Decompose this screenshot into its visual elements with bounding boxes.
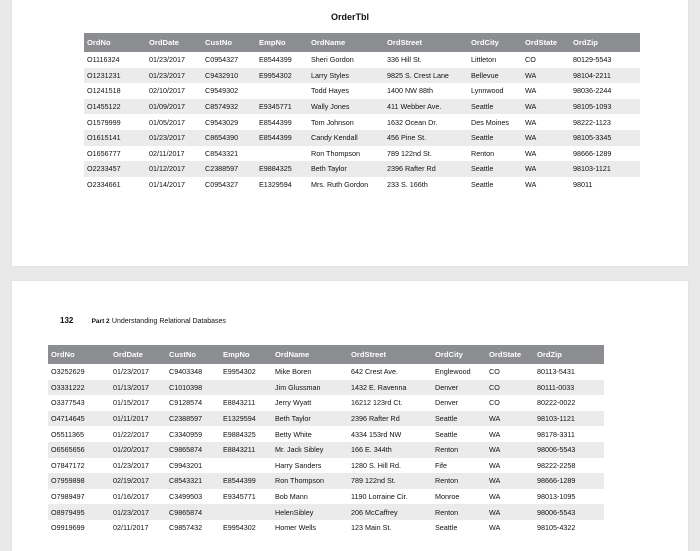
cell-empno: E9954302 bbox=[223, 367, 256, 377]
table-row bbox=[48, 364, 604, 380]
cell-ordno: O1231231 bbox=[84, 68, 146, 84]
cell-empno: E9345771 bbox=[223, 492, 256, 502]
cell-custno: C9128574 bbox=[169, 398, 203, 408]
column-header-ordzip: OrdZip bbox=[570, 33, 640, 52]
cell-empno: E9954302 bbox=[256, 68, 308, 84]
cell-ordcity: Seattle bbox=[468, 130, 522, 146]
table-row bbox=[84, 130, 640, 146]
cell-ordname: Tom Johnson bbox=[311, 117, 354, 127]
cell-ordstate: WA bbox=[489, 429, 501, 439]
section-title: Understanding Relational Databases bbox=[111, 318, 226, 325]
cell-custno: C0954327 bbox=[205, 180, 239, 190]
cell-ordcity: Lynnwood bbox=[471, 86, 504, 96]
column-header-ordname: OrdName bbox=[308, 33, 384, 52]
cell-ordno: O1579999 bbox=[87, 117, 121, 127]
cell-ordname: Jim Glussman bbox=[272, 380, 348, 396]
cell-orddate: 01/16/2017 bbox=[113, 492, 149, 502]
cell-ordno: O1656777 bbox=[87, 148, 121, 158]
column-header-ordstreet: OrdStreet bbox=[384, 33, 468, 52]
cell-ordstreet: 1280 S. Hill Rd. bbox=[351, 460, 401, 470]
cell-ordzip: 98222-1123 bbox=[573, 117, 611, 127]
column-header-custno: CustNo bbox=[202, 33, 256, 52]
cell-ordzip: 98103-1121 bbox=[570, 161, 640, 177]
cell-ordno: O1455122 bbox=[84, 99, 146, 115]
cell-ordno: O3252629 bbox=[51, 367, 85, 377]
cell-ordno: O5511365 bbox=[51, 429, 85, 439]
table-row bbox=[48, 504, 604, 520]
cell-custno: C2388597 bbox=[202, 161, 256, 177]
table-row bbox=[84, 83, 640, 99]
cell-empno: E8544399 bbox=[259, 117, 292, 127]
cell-ordno: O8979495 bbox=[48, 504, 110, 520]
cell-ordstreet: 233 S. 166th bbox=[387, 180, 428, 190]
cell-ordstate: WA bbox=[486, 504, 534, 520]
cell-ordcity: Renton bbox=[432, 504, 486, 520]
page-header bbox=[60, 316, 226, 325]
cell-ordstreet: 166 E. 344th bbox=[348, 442, 432, 458]
cell-orddate: 01/11/2017 bbox=[110, 411, 166, 427]
cell-ordstate: WA bbox=[525, 180, 537, 190]
cell-ordcity: Seattle bbox=[435, 429, 458, 439]
cell-ordzip: 98105-4322 bbox=[537, 523, 576, 533]
cell-empno: E9954302 bbox=[223, 523, 256, 533]
cell-ordstreet: 1632 Ocean Dr. bbox=[387, 117, 438, 127]
cell-orddate: 01/22/2017 bbox=[113, 429, 149, 439]
column-header-custno: CustNo bbox=[166, 345, 220, 364]
cell-ordname: Beth Taylor bbox=[308, 161, 384, 177]
cell-custno: C9857432 bbox=[169, 523, 203, 533]
cell-orddate: 02/11/2017 bbox=[113, 523, 149, 533]
cell-ordstate: WA bbox=[522, 99, 570, 115]
cell-orddate: 01/23/2017 bbox=[113, 460, 149, 470]
cell-ordstreet: 336 Hill St. bbox=[387, 55, 422, 65]
cell-orddate: 01/23/2017 bbox=[113, 367, 149, 377]
cell-orddate: 02/11/2017 bbox=[149, 148, 185, 158]
table-row bbox=[84, 161, 640, 177]
cell-ordstate: WA bbox=[522, 68, 570, 84]
table-header-row bbox=[84, 33, 640, 52]
table-row bbox=[48, 520, 604, 536]
cell-ordname: Jerry Wyatt bbox=[275, 398, 312, 408]
cell-ordname: Mike Boren bbox=[275, 367, 312, 377]
cell-ordstate: WA bbox=[489, 460, 501, 470]
cell-ordstreet: 1190 Lorraine Cir. bbox=[351, 492, 408, 502]
cell-ordname: Betty White bbox=[275, 429, 312, 439]
cell-ordstreet: 16212 123rd Ct. bbox=[351, 398, 403, 408]
cell-ordzip: 98105-3345 bbox=[570, 130, 640, 146]
cell-ordcity: Monroe bbox=[435, 492, 460, 502]
cell-ordno: O4714645 bbox=[48, 411, 110, 427]
table-row bbox=[48, 458, 604, 474]
cell-ordzip: 98104-2211 bbox=[570, 68, 640, 84]
cell-ordstate: WA bbox=[489, 523, 501, 533]
cell-empno: E8544399 bbox=[259, 55, 292, 65]
table-row bbox=[84, 68, 640, 84]
cell-ordno: O9919699 bbox=[51, 523, 85, 533]
cell-ordname: Wally Jones bbox=[308, 99, 384, 115]
column-header-empno: EmpNo bbox=[256, 33, 308, 52]
cell-ordname: Mrs. Ruth Gordon bbox=[311, 180, 369, 190]
column-header-ordno: OrdNo bbox=[84, 33, 146, 52]
cell-custno: C3340959 bbox=[169, 429, 203, 439]
cell-orddate: 01/13/2017 bbox=[110, 380, 166, 396]
cell-custno: C9543029 bbox=[205, 117, 239, 127]
cell-ordcity: Des Moines bbox=[471, 117, 509, 127]
cell-ordno: O3377543 bbox=[51, 398, 85, 408]
cell-orddate: 01/15/2017 bbox=[113, 398, 149, 408]
cell-orddate: 01/23/2017 bbox=[146, 68, 202, 84]
table-row bbox=[84, 99, 640, 115]
cell-custno: C8574932 bbox=[202, 99, 256, 115]
cell-ordstreet: 1400 NW 88th bbox=[387, 86, 433, 96]
cell-custno: C8543321 bbox=[166, 473, 220, 489]
table-row bbox=[48, 411, 604, 427]
cell-ordno: O1116324 bbox=[87, 55, 120, 65]
cell-ordzip: 98013-1095 bbox=[537, 492, 576, 502]
cell-ordstate: WA bbox=[486, 473, 534, 489]
cell-ordstate: WA bbox=[486, 411, 534, 427]
cell-ordno: O7959898 bbox=[48, 473, 110, 489]
table-row bbox=[48, 489, 604, 505]
cell-ordcity: Littleton bbox=[471, 55, 497, 65]
cell-ordstreet: 206 McCaffrey bbox=[348, 504, 432, 520]
cell-empno bbox=[220, 458, 272, 474]
cell-ordstate: WA bbox=[489, 492, 501, 502]
cell-ordcity: Englewood bbox=[435, 367, 471, 377]
table-row bbox=[48, 426, 604, 442]
cell-ordstate: WA bbox=[486, 442, 534, 458]
column-header-ordcity: OrdCity bbox=[468, 33, 522, 52]
table-row bbox=[84, 52, 640, 68]
cell-ordno: O3331222 bbox=[48, 380, 110, 396]
cell-orddate: 02/19/2017 bbox=[110, 473, 166, 489]
cell-empno bbox=[256, 83, 308, 99]
cell-ordstate: CO bbox=[486, 380, 534, 396]
cell-ordstreet: 789 122nd St. bbox=[387, 148, 432, 158]
table-row bbox=[48, 380, 604, 396]
cell-custno: C1010398 bbox=[166, 380, 220, 396]
cell-ordname: Mr. Jack Sibley bbox=[272, 442, 348, 458]
cell-custno: C9432910 bbox=[202, 68, 256, 84]
cell-custno: C2388597 bbox=[166, 411, 220, 427]
cell-ordstreet: 411 Webber Ave. bbox=[384, 99, 468, 115]
cell-ordstreet: 9825 S. Crest Lane bbox=[384, 68, 468, 84]
cell-ordcity: Seattle bbox=[432, 411, 486, 427]
cell-ordstreet: 642 Crest Ave. bbox=[351, 367, 399, 377]
cell-custno: C3499503 bbox=[169, 492, 203, 502]
cell-ordstreet: 2396 Rafter Rd bbox=[348, 411, 432, 427]
part-label: Part 2 bbox=[91, 318, 110, 325]
cell-ordstreet: 789 122nd St. bbox=[348, 473, 432, 489]
cell-ordstreet: 123 Main St. bbox=[351, 523, 392, 533]
cell-orddate: 01/23/2017 bbox=[149, 55, 185, 65]
cell-ordstate: CO bbox=[489, 367, 500, 377]
cell-orddate: 01/12/2017 bbox=[146, 161, 202, 177]
cell-ordname: Ron Thompson bbox=[272, 473, 348, 489]
order-table-bottom bbox=[48, 345, 604, 536]
cell-ordstate: WA bbox=[525, 86, 537, 96]
cell-ordzip: 98222-2258 bbox=[537, 460, 576, 470]
column-header-ordstate: OrdState bbox=[486, 345, 534, 364]
cell-ordno: O6565656 bbox=[48, 442, 110, 458]
table-title: OrderTbl bbox=[330, 12, 369, 22]
cell-ordname: Todd Hayes bbox=[311, 86, 349, 96]
cell-ordzip: 98105-1093 bbox=[570, 99, 640, 115]
cell-empno bbox=[256, 146, 308, 162]
cell-custno: C8654390 bbox=[202, 130, 256, 146]
cell-ordname: Beth Taylor bbox=[272, 411, 348, 427]
order-table-top bbox=[84, 33, 640, 192]
cell-ordname: Sheri Gordon bbox=[311, 55, 354, 65]
table-row bbox=[84, 146, 640, 162]
cell-orddate: 01/23/2017 bbox=[146, 130, 202, 146]
cell-ordname: Harry Sanders bbox=[275, 460, 322, 470]
cell-ordcity: Denver bbox=[432, 380, 486, 396]
cell-ordzip: 98666-1289 bbox=[534, 473, 604, 489]
cell-ordzip: 80129-5543 bbox=[573, 55, 612, 65]
cell-orddate: 01/09/2017 bbox=[146, 99, 202, 115]
cell-ordstate: WA bbox=[525, 148, 537, 158]
cell-ordno: O7847172 bbox=[51, 460, 85, 470]
column-header-ordstreet: OrdStreet bbox=[348, 345, 432, 364]
cell-orddate: 01/05/2017 bbox=[149, 117, 185, 127]
cell-ordcity: Renton bbox=[471, 148, 495, 158]
column-header-ordstate: OrdState bbox=[522, 33, 570, 52]
cell-custno: C9865874 bbox=[166, 504, 220, 520]
cell-custno: C0954327 bbox=[205, 55, 239, 65]
cell-custno: C9403348 bbox=[169, 367, 203, 377]
cell-ordstate: WA bbox=[522, 161, 570, 177]
cell-custno: C9943201 bbox=[169, 460, 203, 470]
cell-empno: E8843211 bbox=[223, 398, 256, 408]
column-header-ordzip: OrdZip bbox=[534, 345, 604, 364]
cell-ordcity: Bellevue bbox=[468, 68, 522, 84]
column-header-ordno: OrdNo bbox=[48, 345, 110, 364]
cell-orddate: 02/10/2017 bbox=[149, 86, 185, 96]
cell-ordcity: Seattle bbox=[471, 180, 494, 190]
cell-orddate: 01/14/2017 bbox=[149, 180, 185, 190]
cell-ordname: Larry Styles bbox=[308, 68, 384, 84]
cell-ordcity: Seattle bbox=[435, 523, 458, 533]
cell-empno bbox=[220, 504, 272, 520]
table-row bbox=[48, 395, 604, 411]
cell-custno: C8543321 bbox=[205, 148, 239, 158]
cell-ordcity: Renton bbox=[432, 442, 486, 458]
cell-ordname: HelenSibley bbox=[272, 504, 348, 520]
cell-ordstate: WA bbox=[522, 130, 570, 146]
cell-empno: E8544399 bbox=[256, 130, 308, 146]
cell-ordzip: 98103-1121 bbox=[534, 411, 604, 427]
cell-ordzip: 80222-0022 bbox=[537, 398, 576, 408]
cell-empno: E1329594 bbox=[259, 180, 292, 190]
cell-ordzip: 98036-2244 bbox=[573, 86, 612, 96]
cell-custno: C9865874 bbox=[166, 442, 220, 458]
cell-ordno: O1241518 bbox=[87, 86, 121, 96]
cell-ordcity: Seattle bbox=[468, 99, 522, 115]
cell-orddate: 01/23/2017 bbox=[110, 504, 166, 520]
table-row bbox=[48, 442, 604, 458]
cell-ordno: O1615141 bbox=[84, 130, 146, 146]
cell-ordzip: 98178-3311 bbox=[537, 429, 575, 439]
column-header-orddate: OrdDate bbox=[146, 33, 202, 52]
cell-ordno: O2233457 bbox=[84, 161, 146, 177]
cell-ordzip: 80113-5431 bbox=[537, 367, 575, 377]
cell-empno: E8544399 bbox=[220, 473, 272, 489]
cell-ordname: Candy Kendall bbox=[308, 130, 384, 146]
table-row bbox=[84, 177, 640, 193]
cell-ordstreet: 1432 E. Ravenna bbox=[348, 380, 432, 396]
cell-ordstreet: 2396 Rafter Rd bbox=[384, 161, 468, 177]
cell-ordcity: Renton bbox=[432, 473, 486, 489]
cell-empno: E9345771 bbox=[256, 99, 308, 115]
cell-ordcity: Denver bbox=[435, 398, 459, 408]
cell-ordzip: 98666-1289 bbox=[573, 148, 612, 158]
column-header-orddate: OrdDate bbox=[110, 345, 166, 364]
cell-ordname: Homer Wells bbox=[275, 523, 317, 533]
cell-ordzip: 98011 bbox=[573, 180, 593, 190]
cell-ordzip: 98006-5543 bbox=[534, 442, 604, 458]
cell-empno: E9884325 bbox=[223, 429, 256, 439]
cell-ordcity: Fife bbox=[435, 460, 447, 470]
cell-ordno: O7989497 bbox=[51, 492, 85, 502]
cell-ordstreet: 4334 153rd NW bbox=[351, 429, 402, 439]
cell-ordstate: CO bbox=[489, 398, 500, 408]
cell-ordzip: 98006-5543 bbox=[534, 504, 604, 520]
cell-ordname: Bob Mann bbox=[275, 492, 308, 502]
table-row bbox=[84, 114, 640, 130]
cell-ordstreet: 456 Pine St. bbox=[384, 130, 468, 146]
cell-ordzip: 80111-0033 bbox=[534, 380, 604, 396]
page-number: 132 bbox=[60, 316, 74, 325]
cell-ordstate: CO bbox=[525, 55, 536, 65]
cell-empno: E1329594 bbox=[220, 411, 272, 427]
cell-empno: E9884325 bbox=[256, 161, 308, 177]
cell-ordno: O2334661 bbox=[87, 180, 121, 190]
cell-ordcity: Seattle bbox=[468, 161, 522, 177]
cell-ordname: Ron Thompson bbox=[311, 148, 361, 158]
column-header-ordcity: OrdCity bbox=[432, 345, 486, 364]
column-header-empno: EmpNo bbox=[220, 345, 272, 364]
cell-empno bbox=[220, 380, 272, 396]
cell-orddate: 01/20/2017 bbox=[110, 442, 166, 458]
table-row bbox=[48, 473, 604, 489]
column-header-ordname: OrdName bbox=[272, 345, 348, 364]
cell-empno: E8843211 bbox=[220, 442, 272, 458]
cell-ordstate: WA bbox=[525, 117, 537, 127]
table-header-row bbox=[48, 345, 604, 364]
cell-custno: C9549302 bbox=[205, 86, 239, 96]
